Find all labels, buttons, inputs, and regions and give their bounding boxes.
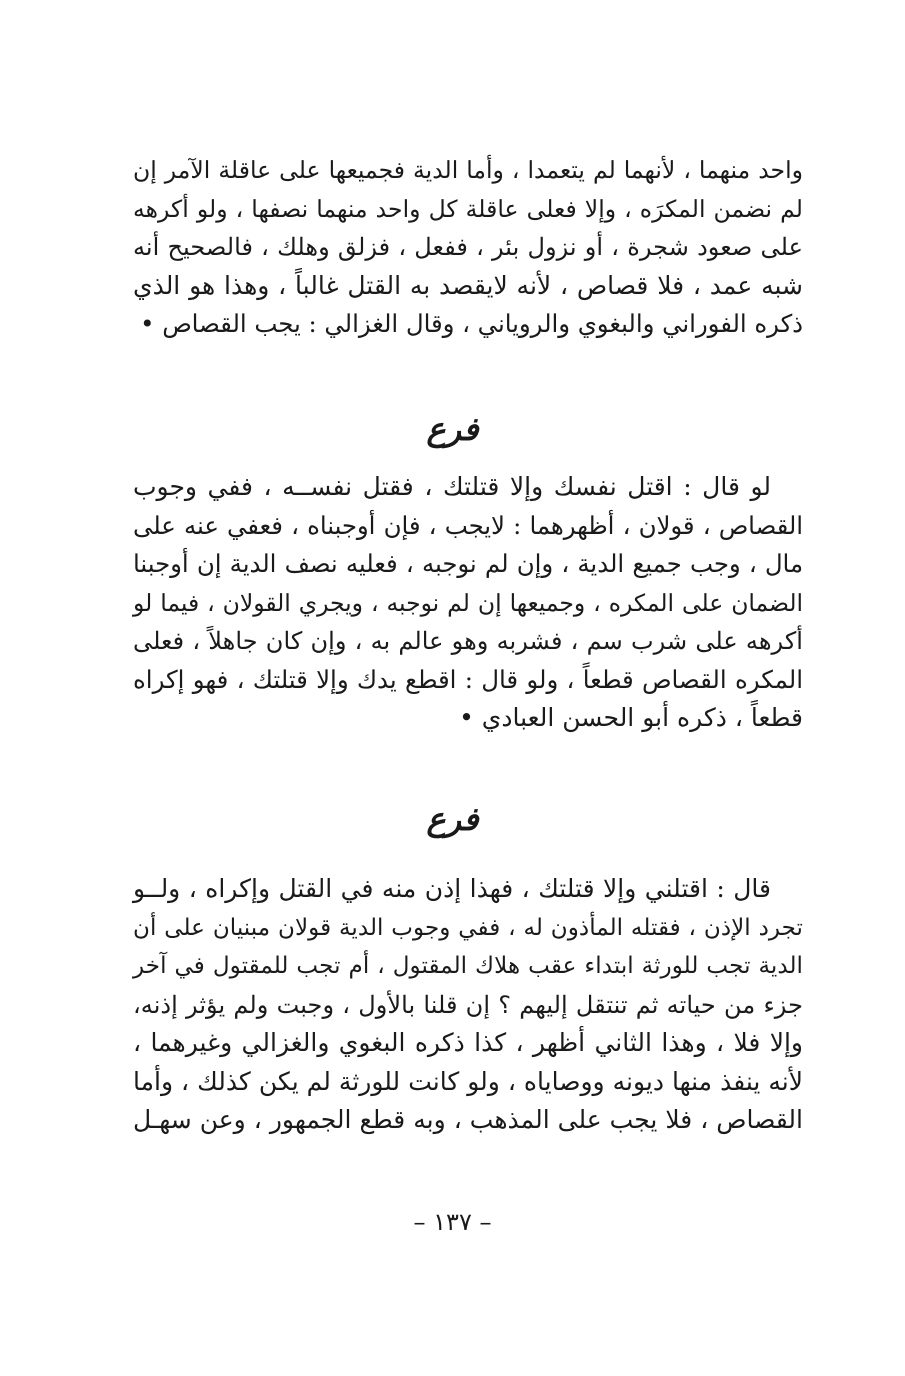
text-line: القصاص ، قولان ، أظهرهما : لايجب ، فإن أوجبناه ، فعفي عنه على: [133, 510, 803, 540]
text-line: واحد منهما ، لأنهما لم يتعمدا ، وأما الدية فجميعها على عاقلة الآمر إن: [133, 156, 803, 184]
text-line: لم نضمن المكرَه ، وإلا فعلى عاقلة كل واحد منهما نصفها ، ولو أكرهه: [133, 194, 803, 223]
text-line: على صعود شجرة ، أو نزول بئر ، ففعل ، فزلق وهلك ، فالصحيح أنه: [133, 233, 803, 261]
text-line: ذكره الفوراني والبغوي والروياني ، وقال الغزالي : يجب القصاص •: [140, 309, 803, 338]
text-line: مال ، وجب جميع الدية ، وإن لم نوجبه ، فعليه نصف الدية إن أوجبنا: [133, 549, 803, 578]
section-heading-2: فرع: [426, 800, 479, 838]
paragraph-2: [133, 468, 803, 738]
text-line: لو قال : اقتل نفسك وإلا قتلتك ، فقتل نفســه ، ففي وجوب: [133, 472, 771, 501]
paragraph-3: [133, 870, 803, 1140]
paragraph-1: [133, 151, 803, 344]
page-number: – ١٣٧ –: [413, 1208, 492, 1236]
text-line: أكرهه على شرب سم ، فشربه وهو عالم به ، وإن كان جاهلاً ، فعلى: [133, 627, 803, 655]
text-line: وإلا فلا ، وهذا الثاني أظهر ، كذا ذكره البغوي والغزالي وغيرهما ،: [133, 1028, 803, 1057]
text-line: الدية تجب للورثة ابتداء عقب هلاك المقتول ، أم تجب للمقتول في آخر: [133, 952, 803, 979]
text-line: الضمان على المكره ، وجميعها إن لم نوجبه ، ويجري القولان ، فيما لو: [133, 588, 803, 617]
text-line: القصاص ، فلا يجب على المذهب ، وبه قطع الجمهور ، وعن سهـل: [133, 1105, 803, 1134]
text-line: جزء من حياته ثم تنتقل إليهم ؟ إن قلنا بالأول ، وجبت ولم يؤثر إذنه،: [133, 990, 803, 1019]
text-line: شبه عمد ، فلا قصاص ، لأنه لايقصد به القتل غالباً ، وهذا هو الذي: [133, 270, 803, 300]
text-line: تجرد الإذن ، فقتله المأذون له ، ففي وجوب الدية قولان مبنيان على أن: [133, 914, 803, 941]
text-line: لأنه ينفذ منها ديونه ووصاياه ، ولو كانت للورثة لم يكن كذلك ، وأما: [133, 1066, 803, 1096]
section-heading-1: فرع: [426, 410, 479, 448]
text-line: قطعاً ، ذكره أبو الحسن العبادي •: [459, 703, 803, 732]
text-line: المكره القصاص قطعاً ، ولو قال : اقطع يدك وإلا قتلتك ، فهو إكراه: [133, 664, 803, 694]
text-line: قال : اقتلني وإلا قتلتك ، فهذا إذن منه في القتل وإكراه ، ولــو: [133, 874, 771, 903]
